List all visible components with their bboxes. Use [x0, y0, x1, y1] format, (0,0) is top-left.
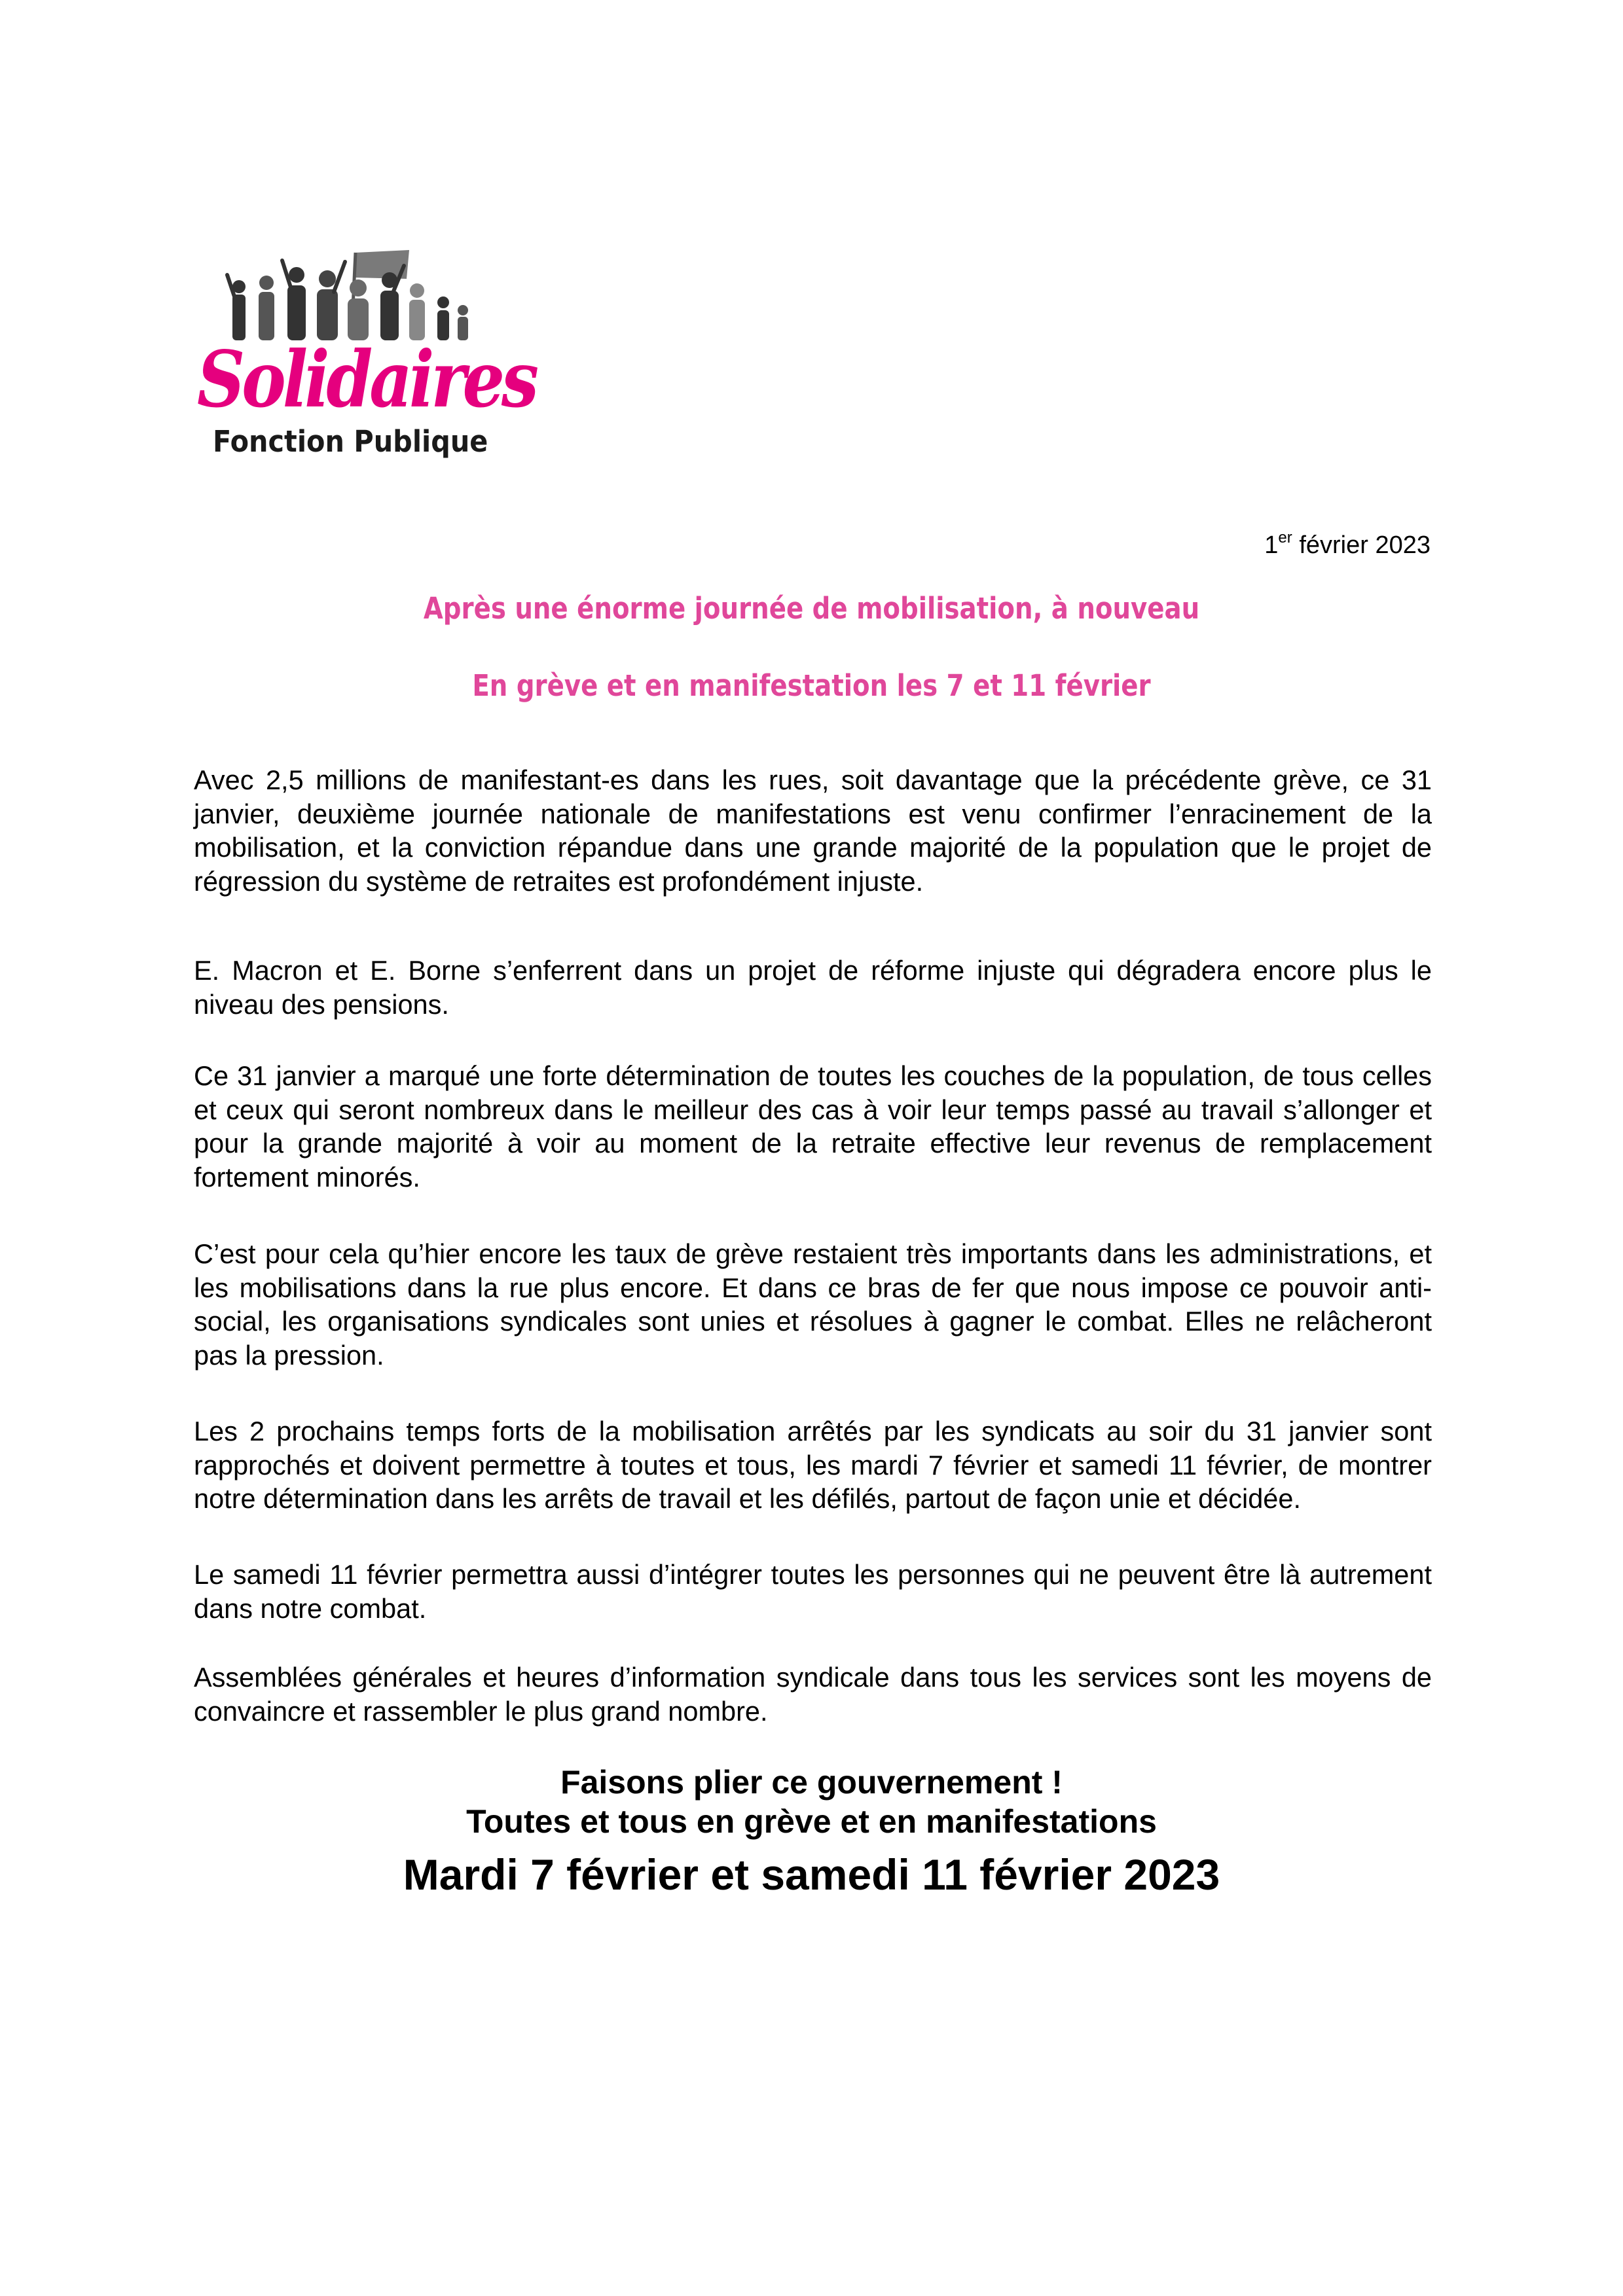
body-paragraph: [194, 1059, 1432, 1194]
headline-line-2: En grève et en manifestation les 7 et 11 février: [472, 668, 1151, 703]
document-date: [1264, 531, 1431, 560]
body-paragraph: [194, 763, 1432, 898]
paragraph-text: E. Macron et E. Borne s’enferrent dans un projet de réforme injuste qui dégradera encore plus le niveau des pensions.: [194, 955, 1432, 1020]
date-rest: février 2023: [1292, 531, 1431, 559]
body-paragraph: [194, 1237, 1432, 1372]
date-suffix: er: [1278, 529, 1292, 547]
body-paragraph: [194, 1414, 1432, 1516]
logo-wordmark: Solidaires: [197, 334, 536, 425]
paragraph-text: Assemblées générales et heures d’information syndicale dans tous les services sont les moyens de convaincre et rassembler le plus grand nombre.: [194, 1662, 1432, 1727]
paragraph-text: Avec 2,5 millions de manifestant-es dans les rues, soit davantage que la précédente grève, ce 31 janvier, deuxième journée nationale de manifestations est venu confirmer l’enracinement de la mobilisation, et la conviction répandue dans une grande majorité de la population que le projet de régression du système de retraites est profondément injuste.: [194, 764, 1432, 897]
closing-line-1: Faisons plier ce gouvernement !: [560, 1764, 1063, 1801]
closing-line-3: Mardi 7 février et samedi 11 février 2023: [403, 1850, 1220, 1899]
body-paragraph: [194, 1558, 1432, 1625]
paragraph-text: C’est pour cela qu’hier encore les taux de grève restaient très importants dans les administrations, et les mobilisations dans la rue plus encore. Et dans ce bras de fer que nous impose ce pouvoir anti-social, les organisations syndicales sont unies et résolues à gagner le combat. Elles ne relâcheront pas la pression.: [194, 1238, 1432, 1371]
headline-line-1: Après une énorme journée de mobilisation, à nouveau: [423, 591, 1200, 626]
closing-line-2: Toutes et tous en grève et en manifestations: [466, 1803, 1157, 1840]
date-day: 1: [1264, 531, 1279, 559]
solidaires-logo: [193, 249, 536, 465]
paragraph-text: Le samedi 11 février permettra aussi d’intégrer toutes les personnes qui ne peuvent être là autrement dans notre combat.: [194, 1559, 1432, 1624]
body-paragraph: [194, 1660, 1432, 1728]
paragraph-text: Ce 31 janvier a marqué une forte détermination de toutes les couches de la population, de tous celles et ceux qui seront nombreux dans le meilleur des cas à voir leur temps passé au travail s’allonger et pour la grande majorité à voir au moment de la retraite effective leur revenus de remplacement fortement minorés.: [194, 1060, 1432, 1193]
paragraph-text: Les 2 prochains temps forts de la mobilisation arrêtés par les syndicats au soir du 31 janvier sont rapprochés et doivent permettre à toutes et tous, les mardi 7 février et samedi 11 février, de montrer notre détermination dans les arrêts de travail et les défilés, partout de façon unie et décidée.: [194, 1416, 1432, 1514]
logo-subtitle: Fonction Publique: [213, 424, 488, 459]
body-paragraph: [194, 954, 1432, 1021]
